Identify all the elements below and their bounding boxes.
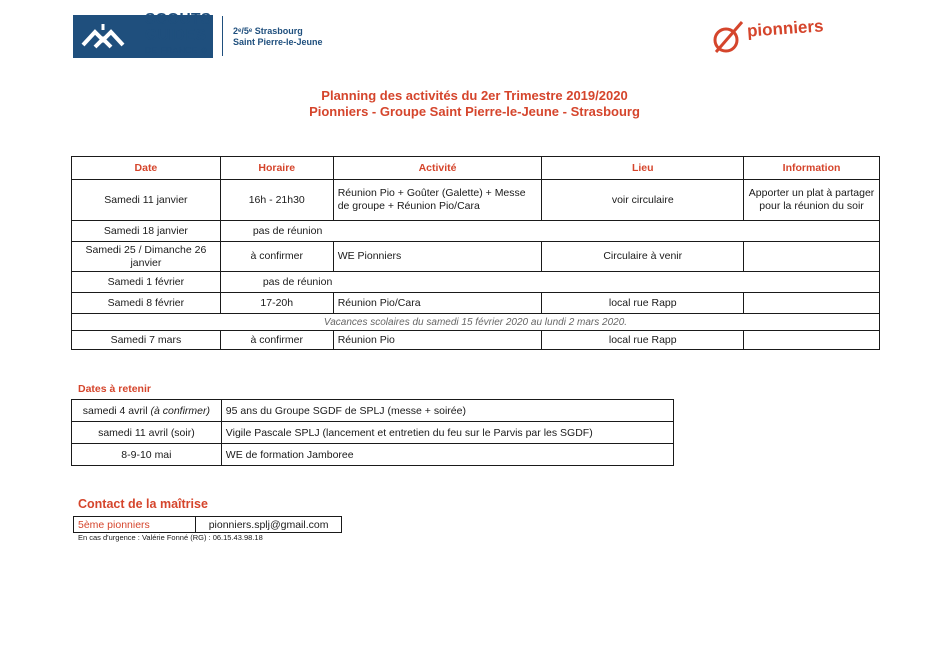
contact-unit: 5ème pionniers — [74, 517, 196, 533]
table-row — [74, 517, 342, 533]
cell-lieu: Circulaire à venir — [542, 242, 744, 272]
group-name — [233, 26, 323, 48]
cell-date: Samedi 11 janvier — [72, 180, 221, 221]
planning-header-row — [72, 157, 880, 180]
table-row — [72, 221, 880, 242]
cell-event: Vigile Pascale SPLJ (lancement et entretien du feu sur le Parvis par les SGDF) — [221, 422, 673, 444]
cell-merged-note: pas de réunion — [220, 221, 879, 242]
cell-info — [744, 242, 880, 272]
table-row — [72, 444, 674, 466]
cell-activite: Réunion Pio + Goûter (Galette) + Messe de groupe + Réunion Pio/Cara — [333, 180, 542, 221]
pionniers-logo-text: pionniers — [746, 16, 825, 41]
contact-section-label: Contact de la maîtrise — [78, 497, 208, 511]
group-line-2: Saint Pierre-le-Jeune — [233, 37, 323, 47]
cell-date: Samedi 7 mars — [72, 331, 221, 350]
cell-event: 95 ans du Groupe SGDF de SPLJ (messe + soirée) — [221, 400, 673, 422]
cell-horaire: 16h - 21h30 — [220, 180, 333, 221]
col-header-date: Date — [72, 157, 221, 180]
pionniers-logo — [712, 16, 748, 61]
cell-lieu: local rue Rapp — [542, 331, 744, 350]
emergency-contact: En cas d'urgence : Valérie Fonné (RG) : 06.15.43.98.18 — [78, 533, 263, 542]
cell-activite: Réunion Pio — [333, 331, 542, 350]
cell-horaire: à confirmer — [220, 331, 333, 350]
date-note: (à confirmer) — [150, 404, 210, 417]
cell-info — [744, 293, 880, 314]
table-row — [72, 422, 674, 444]
table-row — [72, 242, 880, 272]
col-header-information: Information — [744, 157, 880, 180]
sgdf-line-2: GUIDES — [145, 27, 207, 44]
cell-lieu: voir circulaire — [542, 180, 744, 221]
col-header-horaire: Horaire — [220, 157, 333, 180]
cell-date: Samedi 18 janvier — [72, 221, 221, 242]
contact-email: pionniers.splj@gmail.com — [196, 517, 342, 533]
cell-date: Samedi 1 février — [72, 272, 221, 293]
table-row — [72, 331, 880, 350]
cell-lieu: local rue Rapp — [542, 293, 744, 314]
page-subtitle: Pionniers - Groupe Saint Pierre-le-Jeune - Strasbourg — [309, 104, 640, 119]
sgdf-line-3: DE FRANCE ⊕ — [145, 45, 208, 55]
cell-date: Samedi 8 février — [72, 293, 221, 314]
dates-table — [71, 399, 674, 466]
contact-table — [73, 516, 342, 533]
col-header-lieu: Lieu — [542, 157, 744, 180]
table-row — [72, 400, 674, 422]
header-divider — [222, 16, 223, 56]
sgdf-line-1: SCOUTS — [145, 11, 212, 28]
pionniers-compass-icon — [712, 16, 748, 56]
cell-date: samedi 11 avril (soir) — [72, 422, 222, 444]
cell-activite: WE Pionniers — [333, 242, 542, 272]
cell-event: WE de formation Jamboree — [221, 444, 673, 466]
cell-merged-note: pas de réunion — [220, 272, 879, 293]
cell-date: Samedi 25 / Dimanche 26 janvier — [72, 242, 221, 272]
col-header-activite: Activité — [333, 157, 542, 180]
cell-horaire: 17-20h — [220, 293, 333, 314]
cell-horaire: à confirmer — [220, 242, 333, 272]
table-row — [72, 293, 880, 314]
page-title: Planning des activités du 2er Trimestre 2019/2020 — [321, 88, 628, 103]
cell-info — [744, 331, 880, 350]
group-line-1: 2ᵉ/5ᵉ Strasbourg — [233, 26, 303, 36]
table-row — [72, 180, 880, 221]
sgdf-emblem-icon — [73, 15, 145, 58]
planning-table — [71, 156, 880, 350]
cell-date — [72, 400, 222, 422]
holiday-note: Vacances scolaires du samedi 15 février 2020 au lundi 2 mars 2020. — [72, 314, 880, 331]
cell-activite: Réunion Pio/Cara — [333, 293, 542, 314]
cell-info: Apporter un plat à partager pour la réunion du soir — [744, 180, 880, 221]
cell-date: 8-9-10 mai — [72, 444, 222, 466]
sgdf-wordmark — [145, 12, 211, 56]
dates-section-label: Dates à retenir — [78, 383, 151, 395]
table-row — [72, 272, 880, 293]
date-text: samedi 4 avril — [82, 404, 151, 417]
holiday-row — [72, 314, 880, 331]
